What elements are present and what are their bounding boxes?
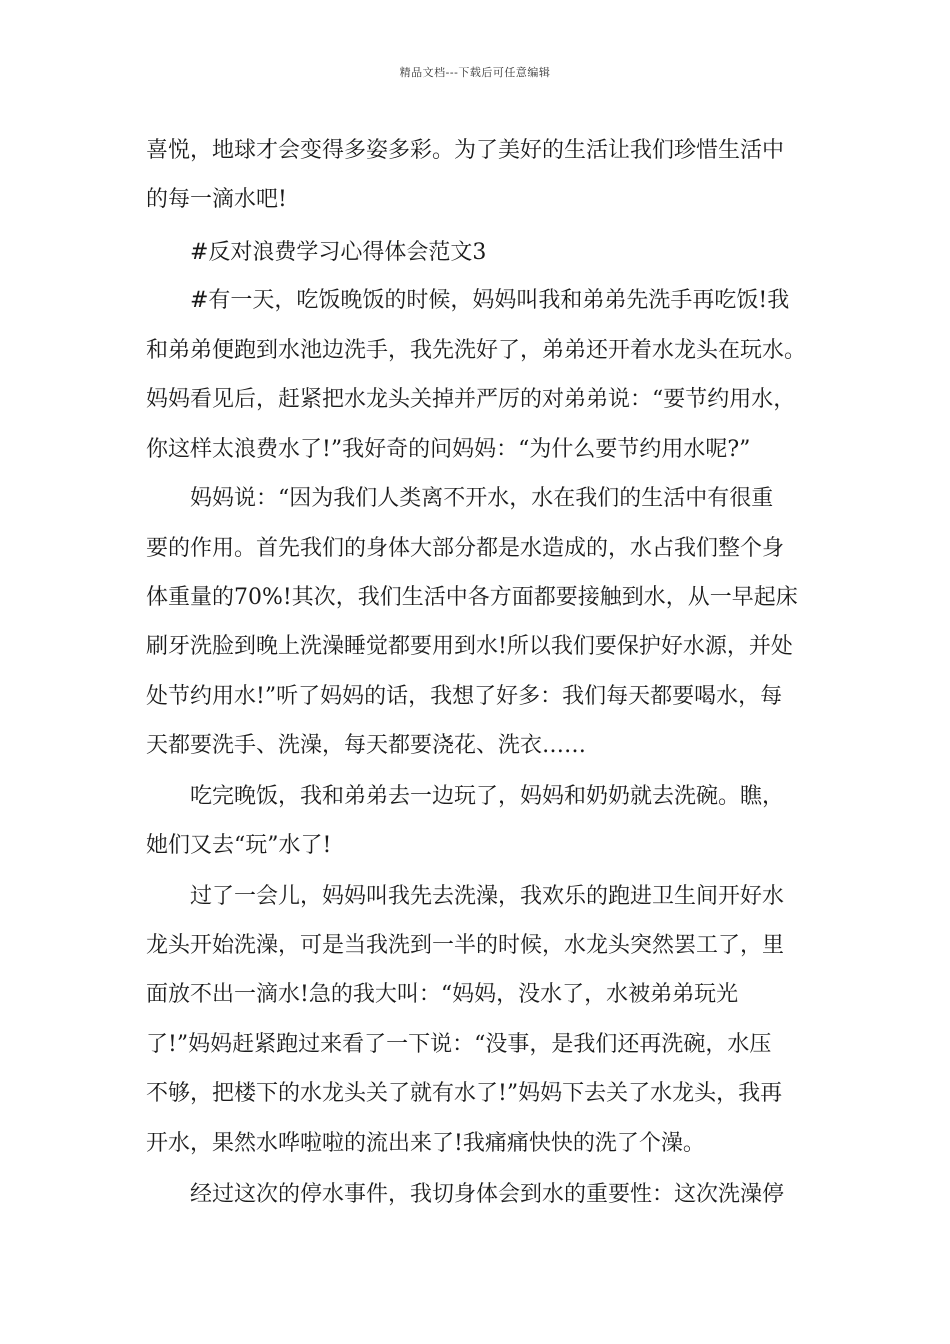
text-line: 你这样太浪费水了!”我好奇的问妈妈：“为什么要节约用水呢?” — [146, 437, 751, 462]
section-heading: #反对浪费学习心得体会范文3 — [190, 240, 487, 265]
text-line: 要的作用。首先我们的身体大部分都是水造成的，水占我们整个身 — [146, 536, 785, 561]
text-line: 了!”妈妈赶紧跑过来看了一下说：“没事，是我们还再洗碗，水压 — [146, 1032, 772, 1057]
text-line: 喜悦，地球才会变得多姿多彩。为了美好的生活让我们珍惜生活中 — [146, 138, 785, 163]
text-line: 开水，果然水哗啦啦的流出来了!我痛痛快快的洗了个澡。 — [146, 1131, 705, 1156]
page-header: 精品文档---下载后可任意编辑 — [399, 66, 551, 79]
text-line: 不够，把楼下的水龙头关了就有水了!”妈妈下去关了水龙头，我再 — [146, 1081, 783, 1106]
text-line: 的每一滴水吧! — [146, 187, 287, 212]
text-line: 过了一会儿，妈妈叫我先去洗澡，我欢乐的跑进卫生间开好水 — [190, 884, 785, 909]
text-line: 经过这次的停水事件，我切身体会到水的重要性：这次洗澡停 — [190, 1182, 785, 1207]
text-line: 她们又去“玩”水了! — [146, 833, 332, 858]
text-line: 龙头开始洗澡，可是当我洗到一半的时候，水龙头突然罢工了，里 — [146, 933, 785, 958]
text-line: 妈妈看见后，赶紧把水龙头关掉并严厉的对弟弟说：“要节约用水， — [146, 387, 796, 412]
text-line: 面放不出一滴水!急的我大叫：“妈妈，没水了，水被弟弟玩光 — [146, 982, 739, 1007]
text-line: 妈妈说：“因为我们人类离不开水，水在我们的生活中有很重 — [190, 486, 774, 511]
text-line: 和弟弟便跑到水池边洗手，我先洗好了，弟弟还开着水龙头在玩水。 — [146, 338, 807, 363]
text-line: 刷牙洗脸到晚上洗澡睡觉都要用到水!所以我们要保护好水源，并处 — [146, 634, 793, 659]
text-line: 吃完晚饭，我和弟弟去一边玩了，妈妈和奶奶就去洗碗。瞧， — [190, 784, 785, 809]
text-line: 处节约用水!”听了妈妈的话，我想了好多：我们每天都要喝水，每 — [146, 684, 783, 709]
text-line: 天都要洗手、洗澡，每天都要浇花、洗衣…… — [146, 733, 587, 758]
text-line: #有一天，吃饭晚饭的时候，妈妈叫我和弟弟先洗手再吃饭!我 — [190, 288, 790, 313]
text-line: 体重量的70%!其次，我们生活中各方面都要接触到水，从一早起床 — [146, 585, 798, 610]
